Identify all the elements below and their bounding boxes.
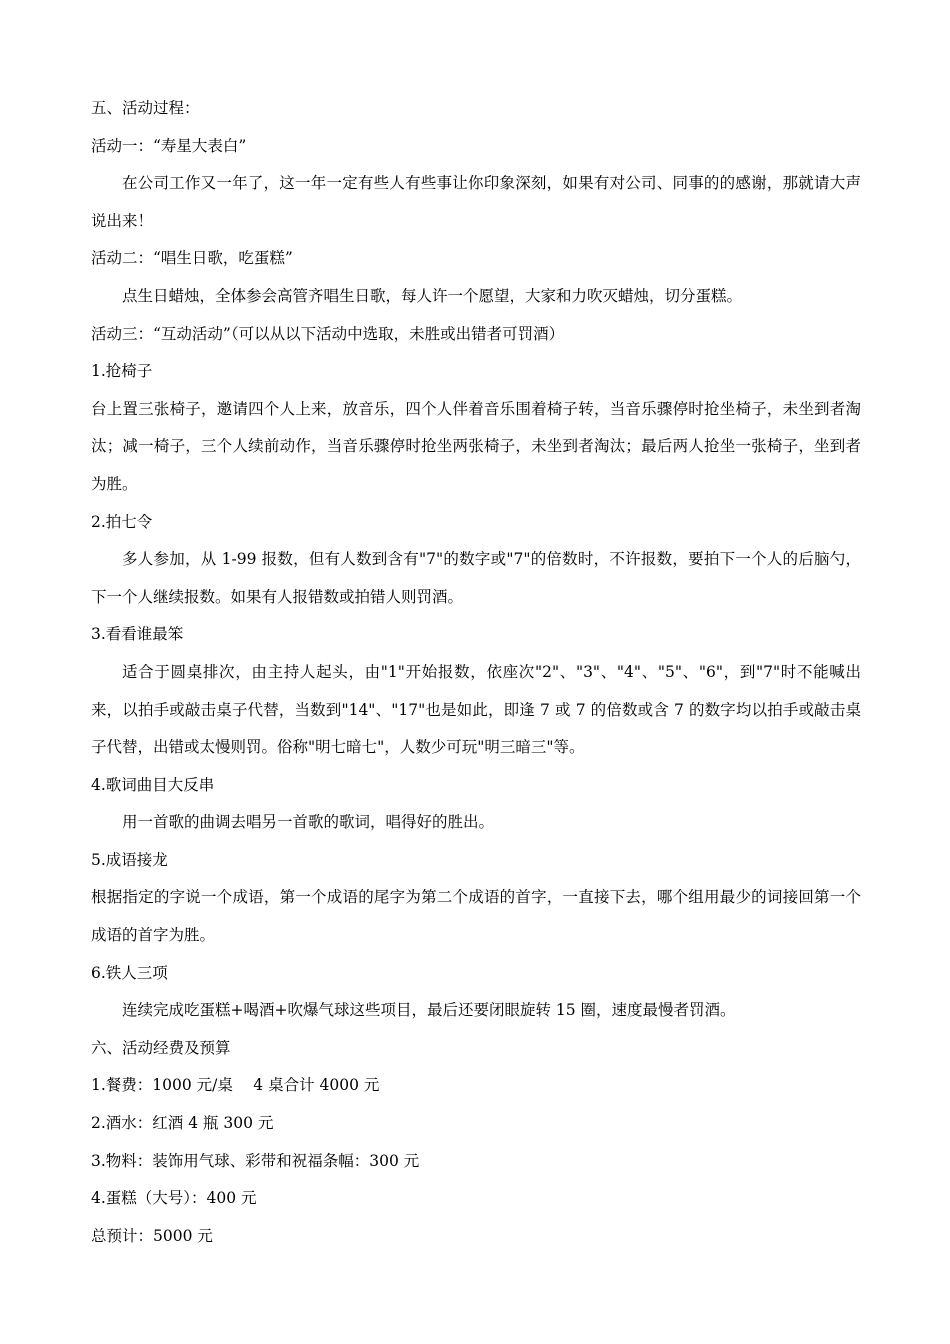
- section-heading-budget: 六、活动经费及预算: [91, 1038, 231, 1057]
- activity-2-title: 活动二：“唱生日歌，吃蛋糕”: [91, 249, 293, 268]
- document-page: [91, 90, 861, 1255]
- game-5-body: 根据指定的字说一个成语，第一个成语的尾字为第二个成语的首字，一直接下去，哪个组用最少的词接回第一个成语的首字为胜。: [91, 888, 861, 945]
- game-2-body: 多人参加，从 1-99 报数，但有人数到含有"7"的数字或"7"的倍数时，不许报数，要拍下一个人的后脑勺，下一个人继续报数。如果有人报错数或拍错人则罚酒。: [91, 550, 861, 606]
- budget-item-meals: 1.餐费：1000 元/桌 4 桌合计 4000 元: [91, 1076, 380, 1095]
- game-2-title: 2.拍七令: [91, 512, 153, 531]
- activity-1-title: 活动一：“寿星大表白”: [91, 136, 247, 155]
- game-1-body: 台上置三张椅子，邀请四个人上来，放音乐，四个人伴着音乐围着椅子转，当音乐骤停时抢坐椅子，未坐到者淘汰；减一椅子，三个人续前动作，当音乐骤停时抢坐两张椅子，未坐到者淘汰；最后两人抢坐一张椅子，坐到者为胜。: [91, 399, 861, 493]
- game-6-title: 6.铁人三项: [91, 963, 168, 982]
- game-3-title: 3.看看谁最笨: [91, 625, 184, 644]
- game-4-body: 用一首歌的曲调去唱另一首歌的歌词，唱得好的胜出。: [122, 813, 495, 832]
- game-5-title: 5.成语接龙: [91, 850, 168, 869]
- game-3-body: 适合于圆桌排次，由主持人起头，由"1"开始报数，依座次"2"、"3"、"4"、"5"、"6"，到"7"时不能喊出来，以拍手或敲击桌子代替，当数到"14"、"17"也是如此，即逢 7 或 7 的倍数或含 7 的数字均以拍手或敲击桌子代替，出错或太慢则罚。俗称"明七暗七"，人数少可玩"明三暗三"等。: [91, 662, 861, 757]
- budget-item-cake: 4.蛋糕（大号）：400 元: [91, 1189, 257, 1208]
- budget-item-materials: 3.物料：装饰用气球、彩带和祝福条幅：300 元: [91, 1151, 420, 1170]
- game-1-title: 1.抢椅子: [91, 362, 153, 381]
- activity-1-body: 在公司工作又一年了，这一年一定有些人有些事让你印象深刻，如果有对公司、同事的的感谢，那就请大声说出来！: [91, 174, 861, 230]
- game-6-body: 连续完成吃蛋糕+喝酒+吹爆气球这些项目，最后还要闭眼旋转 15 圈，速度最慢者罚酒。: [122, 1001, 736, 1020]
- game-4-title: 4.歌词曲目大反串: [91, 775, 215, 794]
- activity-3-title: 活动三：“互动活动”（可以从以下活动中选取，未胜或出错者可罚酒）: [91, 324, 565, 343]
- section-heading-activity-process: 五、活动过程：: [91, 99, 200, 117]
- activity-2-body: 点生日蜡烛，全体参会高管齐唱生日歌，每人许一个愿望，大家和力吹灭蜡烛，切分蛋糕。: [122, 286, 743, 305]
- budget-item-drinks: 2.酒水：红酒 4 瓶 300 元: [91, 1114, 274, 1133]
- budget-total: 总预计：5000 元: [91, 1226, 213, 1245]
